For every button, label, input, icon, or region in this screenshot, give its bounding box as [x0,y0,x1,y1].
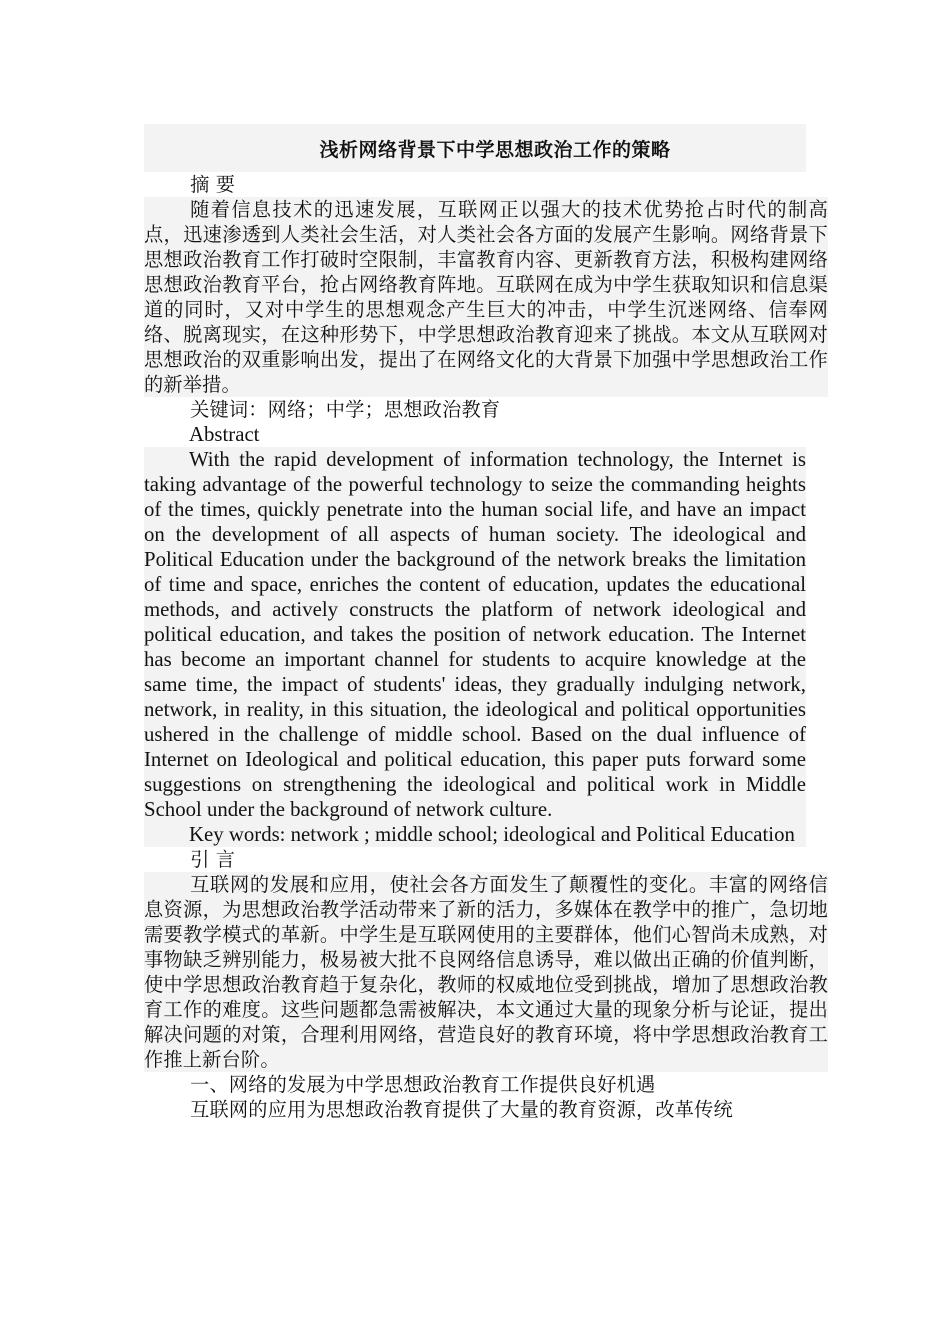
document-title: 浅析网络背景下中学思想政治工作的策略 [319,138,671,161]
abstract-en: With the rapid development of information technology, the Internet is taking advantage of the powerful technology to seize the commanding heights of the times, quickly penetrate into the human social life, and have an impact on the development of all aspects of human society. The ideological and Political Education under the background of the network breaks the limitation of time and space, enriches the content of education, updates the educational methods, and actively constructs the platform of network ideological and political education, and takes the position of network education. The Internet has become an important channel for students to acquire knowledge at the same time, the impact of students' ideas, they gradually indulging network, network, in reality, in this situation, the ideological and political opportunities ushered in the challenge of middle school. Based on the dual influence of Internet on Ideological and political education, this paper puts forward some suggestions on strengthening the ideological and political work in Middle School under the background of network culture. [144,448,806,821]
section1-heading: 一、网络的发展为中学思想政治教育工作提供良好机遇 [190,1073,656,1096]
section1-text: 互联网的应用为思想政治教育提供了大量的教育资源，改革传统 [190,1098,733,1121]
document-page [144,124,828,1122]
intro-heading: 引 言 [190,848,236,871]
keywords-en: Key words: network ; middle school; ideological and Political Education [144,822,806,847]
abstract-heading: 摘 要 [190,173,236,196]
abstract-en-heading: Abstract [189,423,260,446]
title-bar [144,124,806,172]
abstract-zh: 随着信息技术的迅速发展，互联网正以强大的技术优势抢占时代的制高点，迅速渗透到人类社会生活，对人类社会各方面的发展产生影响。网络背景下思想政治教育工作打破时空限制，丰富教育内容、更新教育方法，积极构建网络思想政治教育平台，抢占网络教育阵地。互联网在成为中学生获取知识和信息渠道的同时，又对中学生的思想观念产生巨大的冲击，中学生沉迷网络、信奉网络、脱离现实，在这种形势下，中学思想政治教育迎来了挑战。本文从互联网对思想政治的双重影响出发，提出了在网络文化的大背景下加强中学思想政治工作的新举措。 [144,198,828,396]
intro-text: 互联网的发展和应用，使社会各方面发生了颠覆性的变化。丰富的网络信息资源，为思想政治教学活动带来了新的活力，多媒体在教学中的推广，急切地需要教学模式的革新。中学生是互联网使用的主要群体，他们心智尚未成熟，对事物缺乏辨别能力，极易被大批不良网络信息诱导，难以做出正确的价值判断，使中学思想政治教育趋于复杂化，教师的权威地位受到挑战，增加了思想政治教育工作的难度。这些问题都急需被解决，本文通过大量的现象分析与论证，提出解决问题的对策，合理利用网络，营造良好的教育环境，将中学思想政治教育工作推上新台阶。 [144,873,828,1071]
keywords-zh: 关键词：网络；中学；思想政治教育 [190,398,501,421]
